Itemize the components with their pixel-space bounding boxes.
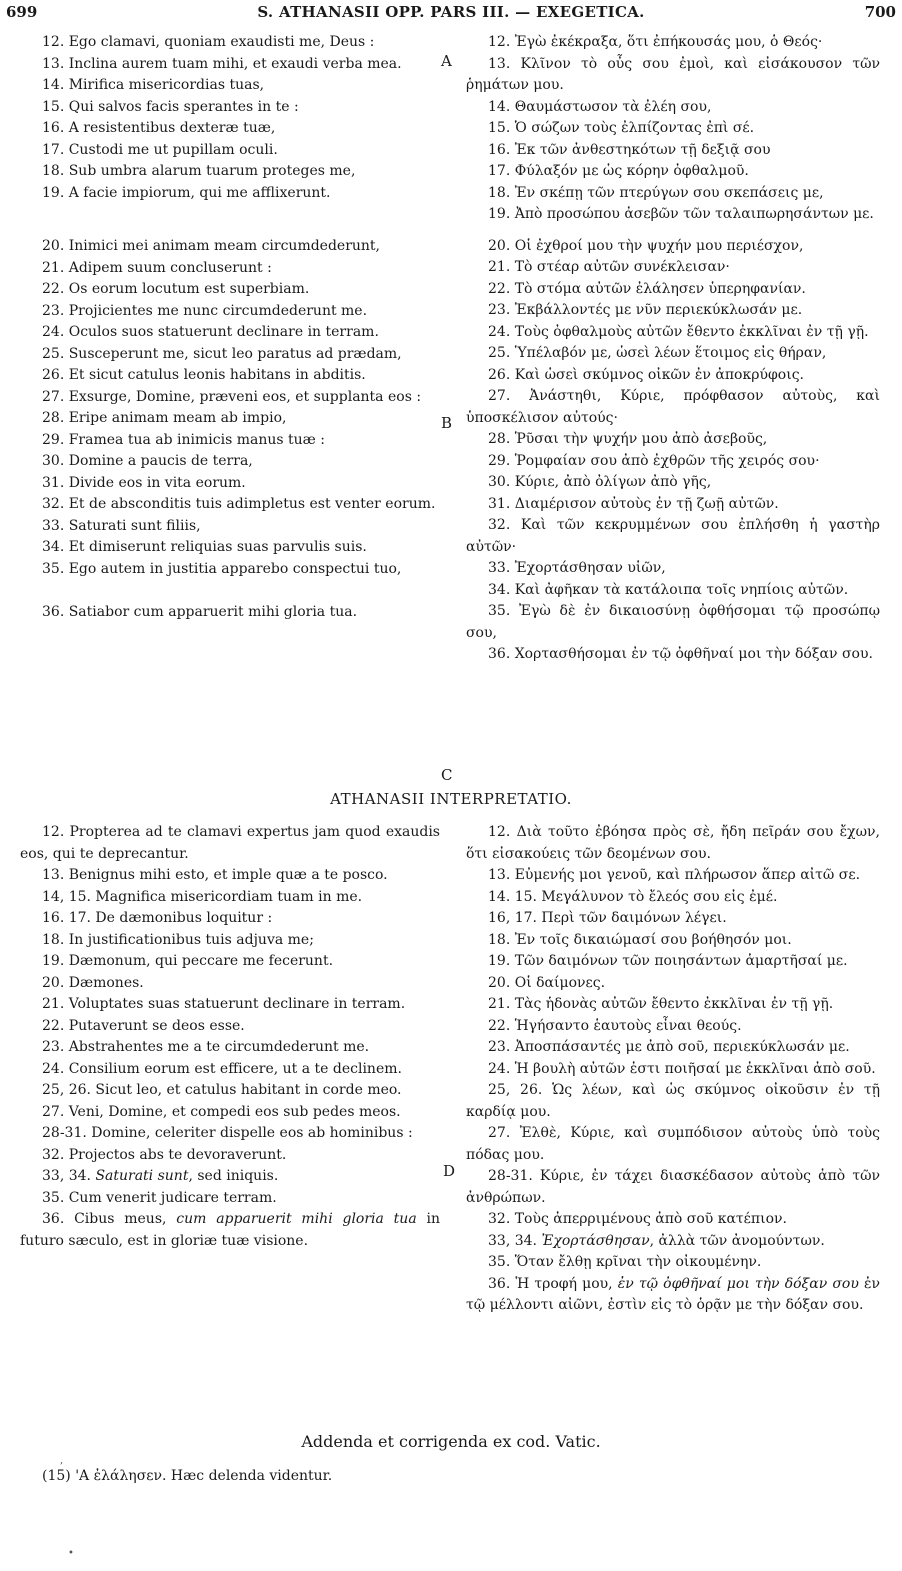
verse: 12. Propterea ad te clamavi expertus jam quod exaudis eos, qui te deprecantur. — [20, 824, 440, 862]
verse: 16. Ἐκ τῶν ἀνθεστηκότων τῇ δεξιᾷ σου — [488, 141, 771, 158]
verse — [466, 1274, 880, 1317]
verse: 16. A resistentibus dexteræ tuæ, — [42, 120, 276, 136]
verse: 19. Τῶν δαιμόνων τῶν ποιησάντων ἁμαρτῆσαί με. — [488, 953, 848, 969]
verse-rest: in futuro sæculo, est in gloriæ tuæ visione. — [20, 1211, 440, 1249]
verse: 24. Oculos suos statuerunt declinare in terram. — [42, 324, 379, 340]
verse: 13. Κλῖνον τὸ οὖς σου ἐμοὶ, καὶ εἰσάκουσον τῶν ῥημάτων μου. — [466, 55, 880, 93]
verse: 14, 15. Magnifica misericordiam tuam in me. — [42, 888, 363, 905]
verse: 25. Ὑπέλαβόν με, ὡσεὶ λέων ἕτοιμος εἰς θήραν, — [488, 345, 827, 361]
ink-mark: • — [68, 1548, 74, 1559]
verse: 15. Ὁ σώζων τοὺς ἐλπίζοντας ἐπὶ σέ. — [488, 120, 755, 136]
verse: 27. Ἐλθὲ, Κύριε, καὶ συμπόδισον αὐτοὺς ὑπὸ τοὺς πόδας μου. — [466, 1125, 880, 1163]
verse: 13. Inclina aurem tuam mihi, et exaudi verba mea. — [42, 55, 402, 72]
verse: 34. Καὶ ἀφῆκαν τὰ κατάλοιπα τοῖς νηπίοις αὐτῶν. — [488, 581, 849, 598]
verse: 32. Projectos abs te devoraverunt. — [42, 1146, 287, 1163]
verse: 28. Eripe animam meam ab impio, — [42, 410, 287, 426]
verse: 36. Satiabor cum apparuerit mihi gloria tua. — [42, 604, 358, 620]
verse: 20. Inimici mei animam meam circumdederunt, — [42, 238, 381, 254]
verse: 27. Veni, Domine, et compedi eos sub pedes meos. — [42, 1103, 401, 1120]
margin-mark-d: D — [443, 1162, 456, 1180]
verse: 32. Καὶ τῶν κεκρυμμένων σου ἐπλήσθη ἡ γαστὴρ αὐτῶν· — [466, 517, 880, 555]
running-title: S. ATHANASII OPP. PARS III. — EXEGETICA. — [257, 3, 645, 21]
verse: 20. Οἱ δαίμονες. — [488, 974, 606, 991]
verse-number: 33, 34. — [488, 1232, 537, 1249]
verse: 17. Φύλαξόν με ὡς κόρην ὀφθαλμοῦ. — [488, 163, 749, 179]
verse-italic: ἐν τῷ ὀφθῆναί μοι τὴν δόξαν σου — [617, 1275, 859, 1292]
verse-start: 36. Cibus meus, — [42, 1211, 167, 1227]
verse: 14. Mirifica misericordias tuas, — [42, 77, 265, 93]
verse: 27. Ἀνάστηθι, Κύριε, πρόφθασον αὐτοὺς, καὶ ὑποσκέλισον αὐτούς· — [466, 388, 880, 426]
verse: 32. Τοὺς ἀπερριμένους ἀπὸ σοῦ κατέπιον. — [488, 1211, 787, 1227]
verse: 28. Ῥῦσαι τὴν ψυχήν μου ἀπὸ ἀσεβοῦς, — [488, 431, 768, 447]
verse-start: 36. Ἡ τροφή μου, — [488, 1275, 613, 1292]
verse: 25. Susceperunt me, sicut leo paratus ad prædam, — [42, 345, 402, 362]
verse: 25, 26. Sicut leo, et catulus habitant in corde meo. — [42, 1082, 402, 1098]
verse-rest: ἐν τῷ μέλλοντι αἰῶνι, ἐστὶν εἰς τὸ ὁρᾷν με τὴν δόξαν σου. — [466, 1275, 880, 1313]
page-number-right: 700 — [864, 3, 896, 21]
verse: 29. Framea tua ab inimicis manus tuæ : — [42, 431, 325, 448]
verse: 26. Et sicut catulus leonis habitans in abditis. — [42, 367, 366, 383]
verse: 19. Ἀπὸ προσώπου ἀσεβῶν τῶν ταλαιπωρησάντων με. — [488, 206, 874, 222]
verse: 15. Qui salvos facis sperantes in te : — [42, 98, 299, 115]
verse: 23. Ἀποσπάσαντές με ἀπὸ σοῦ, περιεκύκλωσάν με. — [488, 1039, 850, 1055]
verse: 30. Κύριε, ἀπὸ ὀλίγων ἀπὸ γῆς, — [488, 474, 712, 490]
verse: 33. Ἐχορτάσθησαν υἱῶν, — [488, 560, 666, 576]
verse-italic: Ἐχορτάσθησαν — [541, 1232, 650, 1249]
verse: 21. Voluptates suas statuerunt declinare in terram. — [42, 996, 406, 1012]
verse: 16. 17. De dæmonibus loquitur : — [42, 910, 273, 926]
verse: 18. Ἐν σκέπῃ τῶν πτερύγων σου σκεπάσεις με, — [488, 184, 824, 201]
verse: 31. Divide eos in vita eorum. — [42, 474, 246, 491]
verse: 35. Ego autem in justitia apparebo conspectui tuo, — [42, 560, 402, 577]
addenda-title: Addenda et corrigenda ex cod. Vatic. — [301, 1432, 601, 1451]
verse: 34. Et dimiserunt reliquias suas parvulis suis. — [42, 539, 367, 555]
verse: 18. Sub umbra alarum tuarum proteges me, — [42, 163, 356, 179]
verse: 24. Τοὺς ὀφθαλμοὺς αὐτῶν ἔθεντο ἐκκλῖναι ἐν τῇ γῇ. — [488, 323, 869, 340]
verse: 35. Ἐγὼ δὲ ἐν δικαιοσύνῃ ὀφθήσομαι τῷ προσώπῳ σου, — [466, 603, 880, 641]
verse: 26. Καὶ ὡσεὶ σκύμνος οἰκῶν ἐν ἀποκρύφοις. — [488, 366, 804, 383]
verse: 22. Os eorum locutum est superbiam. — [42, 281, 310, 297]
verse: 12. Διὰ τοῦτο ἐβόησα πρὸς σὲ, ἤδη πεῖράν σου ἔχων, ὅτι εἰσακούεις τῶν δεομένων σου. — [466, 824, 880, 862]
verse: 22. Ἡγήσαντο ἑαυτοὺς εἶναι θεούς. — [488, 1017, 742, 1034]
verse: 21. Τὰς ἡδονὰς αὐτῶν ἔθεντο ἐκκλῖναι ἐν τῇ γῇ. — [488, 996, 834, 1012]
verse: 23. Ἐκβάλλοντές με νῦν περιεκύκλωσάν με. — [488, 302, 803, 318]
interpretation-latin-column — [20, 822, 440, 1252]
verse: 12. Ego clamavi, quoniam exaudisti me, Deus : — [42, 34, 375, 50]
margin-mark-b: B — [441, 414, 453, 432]
verse: 23. Projicientes me nunc circumdederunt me. — [42, 302, 368, 319]
verse: 28-31. Κύριε, ἐν τάχει διασκέδασον αὐτοὺς ἀπὸ τῶν ἀνθρώπων. — [466, 1168, 880, 1206]
running-header — [0, 0, 902, 26]
verse-number: 33, 34. — [42, 1168, 91, 1184]
verse: 18. Ἐν τοῖς δικαιώμασί σου βοήθησόν μοι. — [488, 931, 792, 948]
verse: 29. Ῥομφαίαν σου ἀπὸ ἐχθρῶν τῆς χειρός σου· — [488, 452, 820, 469]
margin-mark-c: C — [441, 766, 453, 784]
verse: 13. Εὐμενής μοι γενοῦ, καὶ πλήρωσον ἅπερ αἰτῶ σε. — [488, 867, 861, 883]
verse: 27. Exsurge, Domine, præveni eos, et supplanta eos : — [42, 388, 422, 405]
verse: 20. Οἱ ἐχθροί μου τὴν ψυχήν μου περιέσχον, — [488, 237, 804, 254]
psalm-greek-column — [466, 32, 880, 666]
verse: 19. Dæmonum, qui peccare me fecerunt. — [42, 953, 334, 969]
verse: 16, 17. Περὶ τῶν δαιμόνων λέγει. — [488, 910, 727, 926]
verse: 17. Custodi me ut pupillam oculi. — [42, 141, 278, 158]
verse: 14. Θαυμάστωσον τὰ ἐλέη σου, — [488, 98, 712, 115]
verse-italic: cum apparuerit mihi gloria tua — [176, 1211, 417, 1227]
verse: 21. Τὸ στέαρ αὐτῶν συνέκλεισαν· — [488, 259, 730, 275]
verse-rest: , ἀλλὰ τῶν ἀνομούντων. — [649, 1232, 825, 1249]
verse: 21. Adipem suum concluserunt : — [42, 259, 272, 276]
addenda-note: (15) 'Α ἐλάλησεν. Hæc delenda videntur. — [42, 1468, 333, 1484]
verse — [20, 1166, 440, 1188]
verse: 22. Τὸ στόμα αὐτῶν ἐλάλησεν ὑπερηφανίαν. — [488, 280, 806, 297]
psalm-latin-column — [20, 32, 440, 624]
verse: 28-31. Domine, celeriter dispelle eos ab hominibus : — [42, 1125, 413, 1141]
verse: 32. Et de absconditis tuis adimpletus est venter eorum. — [42, 496, 436, 512]
verse: 33. Saturati sunt filiis, — [42, 517, 201, 534]
verse: 25, 26. Ὡς λέων, καὶ ὡς σκύμνος οἰκοῦσιν ἐν τῇ καρδίᾳ μου. — [466, 1082, 880, 1120]
verse: 12. Ἐγὼ ἐκέκραξα, ὅτι ἐπήκουσάς μου, ὁ Θεός· — [488, 34, 823, 50]
verse — [20, 1209, 440, 1252]
verse: 18. In justificationibus tuis adjuva me; — [42, 931, 314, 948]
verse: 24. Ἡ βουλὴ αὐτῶν ἐστι ποιῆσαί με ἐκκλῖναι ἀπὸ σοῦ. — [488, 1060, 876, 1077]
verse: 35. Ὅταν ἔλθῃ κρῖναι τὴν οἰκουμένην. — [488, 1254, 762, 1270]
verse: 30. Domine a paucis de terra, — [42, 453, 253, 469]
verse: 31. Διαμέρισον αὐτοὺς ἐν τῇ ζωῇ αὐτῶν. — [488, 495, 779, 512]
verse: 23. Abstrahentes me a te circumdederunt me. — [42, 1039, 370, 1055]
verse: 20. Dæmones. — [42, 974, 144, 991]
verse: 24. Consilium eorum est efficere, ut a te declinem. — [42, 1060, 402, 1077]
verse: 35. Cum venerit judicare terram. — [42, 1189, 277, 1206]
margin-mark-a: A — [441, 52, 452, 70]
verse: 22. Putaverunt se deos esse. — [42, 1017, 245, 1034]
verse: 36. Χορτασθήσομαι ἐν τῷ ὀφθῆναί μοι τὴν δόξαν σου. — [488, 646, 873, 662]
verse: 13. Benignus mihi esto, et imple quæ a te posco. — [42, 867, 388, 883]
section-title: ATHANASII INTERPRETATIO. — [330, 790, 572, 808]
verse: 19. A facie impiorum, qui me afflixerunt. — [42, 184, 331, 201]
verse: 14. 15. Μεγάλυνον τὸ ἔλεός σου εἰς ἐμέ. — [488, 888, 778, 905]
ink-mark: , — [60, 1455, 64, 1466]
verse-rest: , sed iniquis. — [188, 1168, 279, 1184]
verse — [466, 1231, 880, 1253]
verse-italic: Saturati sunt — [95, 1168, 189, 1184]
page-number-left: 699 — [6, 3, 38, 21]
interpretation-greek-column — [466, 822, 880, 1317]
